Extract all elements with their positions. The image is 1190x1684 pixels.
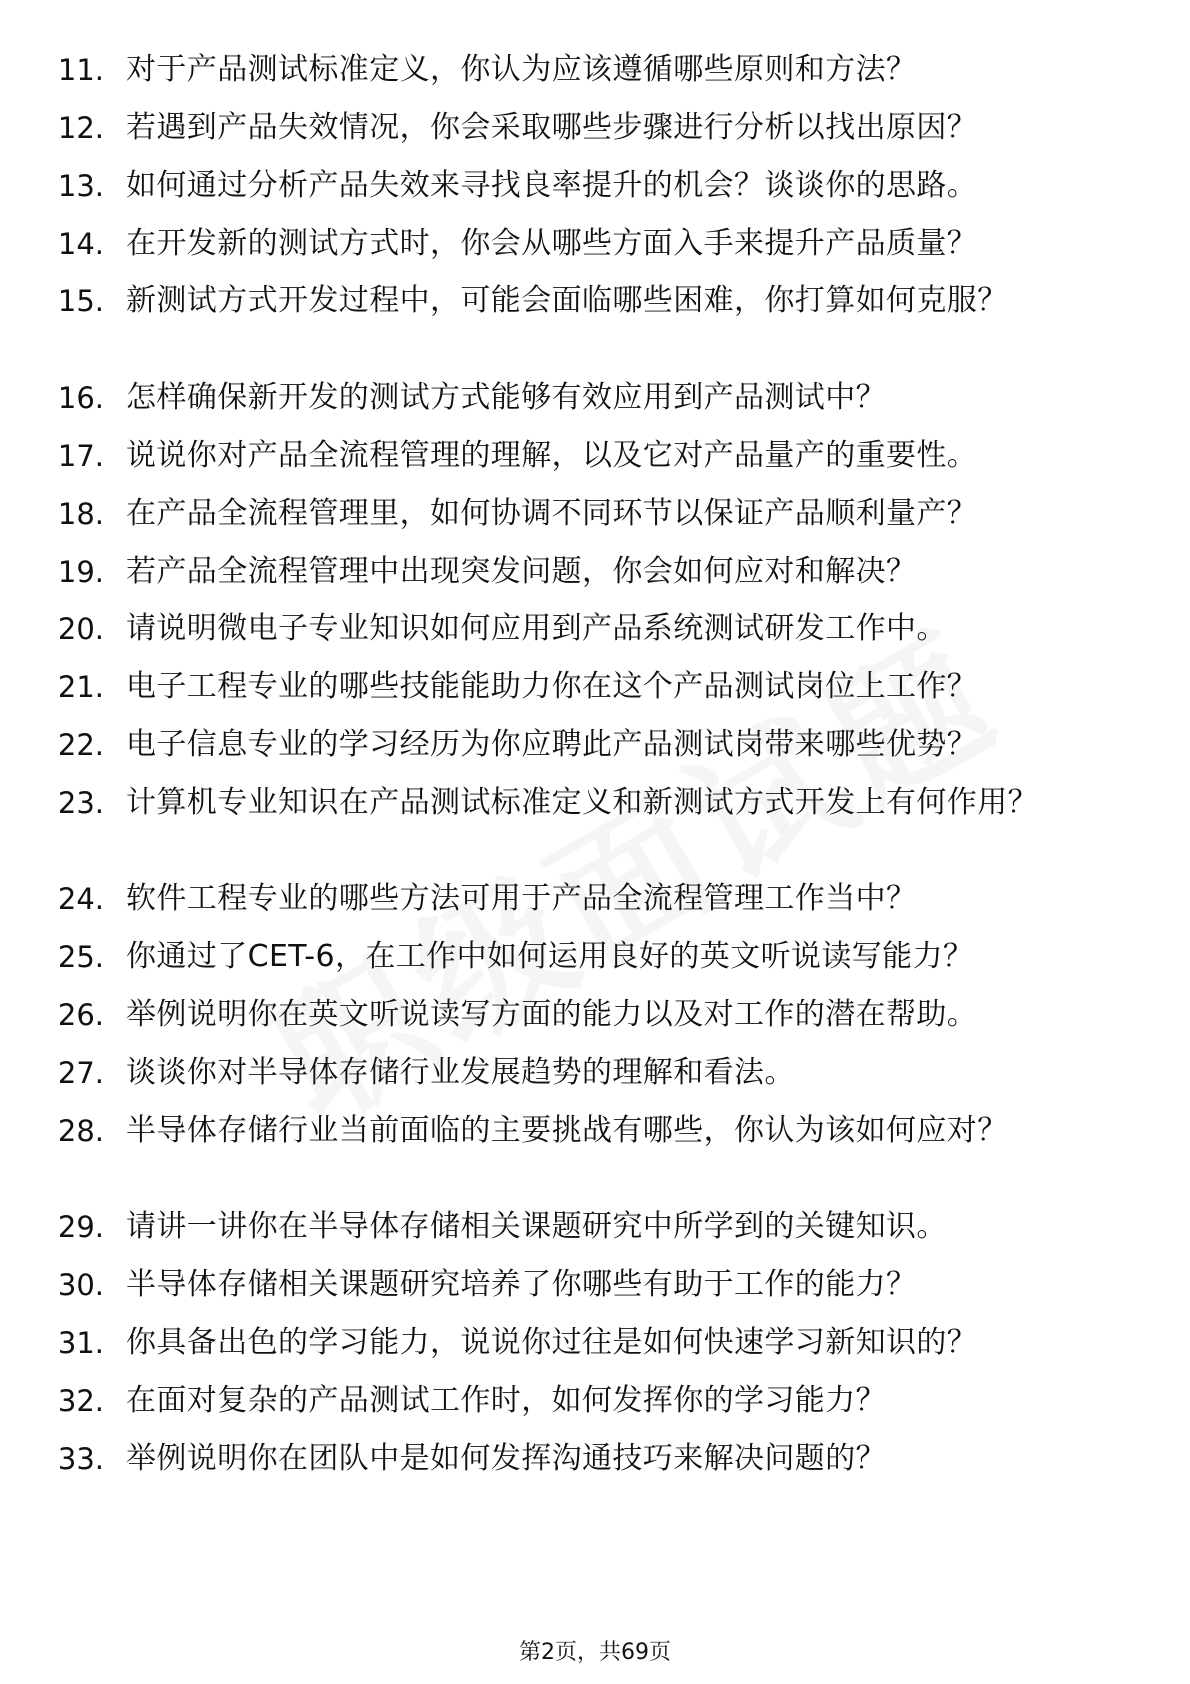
question-number: 28. [57,1114,104,1148]
question-item [0,1265,1190,1305]
question-text: 若产品全流程管理中出现突发问题，你会如何应对和解决？ [126,554,917,589]
question-number: 15. [57,284,104,318]
question-number: 19. [57,555,104,589]
question-number: 25. [57,940,104,974]
question-number: 14. [57,227,104,261]
page-number: 第2页，共69页 [519,1640,671,1665]
question-text: 电子工程专业的哪些技能能助力你在这个产品测试岗位上工作？ [126,669,978,704]
question-number: 12. [57,111,104,145]
question-item [0,494,1190,534]
question-number: 11. [57,53,104,87]
question-number: 33. [57,1442,104,1476]
question-text: 请讲一讲你在半导体存储相关课题研究中所学到的关键知识。 [126,1209,947,1244]
question-number: 26. [57,998,104,1032]
question-item [0,378,1190,418]
question-text: 半导体存储相关课题研究培养了你哪些有助于工作的能力？ [126,1267,917,1302]
question-number: 32. [57,1384,104,1418]
question-text: 举例说明你在团队中是如何发挥沟通技巧来解决问题的？ [126,1441,886,1476]
question-text: 举例说明你在英文听说读写方面的能力以及对工作的潜在帮助。 [126,997,978,1032]
question-item [0,1323,1190,1363]
question-text: 在开发新的测试方式时，你会从哪些方面入手来提升产品质量？ [126,226,978,261]
question-number: 16. [57,381,104,415]
question-item [0,937,1190,977]
question-number: 18. [57,497,104,531]
question-text: 新测试方式开发过程中，可能会面临哪些困难，你打算如何克服？ [126,283,1008,318]
question-item [0,1111,1190,1151]
question-item [0,667,1190,707]
question-number: 30. [57,1268,104,1302]
question-item [0,436,1190,476]
question-text: 如何通过分析产品失效来寻找良率提升的机会？谈谈你的思路。 [126,168,978,203]
question-number: 22. [57,728,104,762]
question-number: 21. [57,670,104,704]
question-item [0,1381,1190,1421]
question-item [0,224,1190,264]
question-text: 对于产品测试标准定义，你认为应该遵循哪些原则和方法？ [126,52,917,87]
question-item [0,609,1190,649]
question-text: 在面对复杂的产品测试工作时，如何发挥你的学习能力？ [126,1383,886,1418]
question-text: 说说你对产品全流程管理的理解，以及它对产品量产的重要性。 [126,438,978,473]
question-text: 你通过了CET-6，在工作中如何运用良好的英文听说读写能力？ [126,939,974,974]
question-text: 你具备出色的学习能力，说说你过往是如何快速学习新知识的？ [126,1325,978,1360]
question-item [0,108,1190,148]
question-number: 24. [57,882,104,916]
question-number: 17. [57,439,104,473]
question-item [0,1207,1190,1247]
question-item [0,281,1190,321]
question-text: 怎样确保新开发的测试方式能够有效应用到产品测试中？ [126,380,886,415]
question-text: 若遇到产品失效情况，你会采取哪些步骤进行分析以找出原因？ [126,110,978,145]
question-item [0,166,1190,206]
question-number: 31. [57,1326,104,1360]
question-text: 电子信息专业的学习经历为你应聘此产品测试岗带来哪些优势？ [126,727,978,762]
question-item [0,1053,1190,1093]
page-footer [0,1638,1190,1668]
question-text: 软件工程专业的哪些方法可用于产品全流程管理工作当中？ [126,881,917,916]
question-number: 27. [57,1056,104,1090]
question-number: 20. [57,612,104,646]
question-item [0,995,1190,1035]
question-item [0,879,1190,919]
question-number: 13. [57,169,104,203]
question-number: 29. [57,1210,104,1244]
question-text: 半导体存储行业当前面临的主要挑战有哪些，你认为该如何应对？ [126,1113,1008,1148]
question-text: 请说明微电子专业知识如何应用到产品系统测试研发工作中。 [126,611,947,646]
question-item [0,50,1190,90]
question-item [0,725,1190,765]
question-number: 23. [57,786,104,820]
question-text: 在产品全流程管理里，如何协调不同环节以保证产品顺利量产？ [126,496,978,531]
question-item [0,552,1190,592]
question-item [0,783,1190,823]
question-item [0,1439,1190,1479]
question-text: 计算机专业知识在产品测试标准定义和新测试方式开发上有何作用？ [126,785,1038,820]
question-text: 谈谈你对半导体存储行业发展趋势的理解和看法。 [126,1055,795,1090]
